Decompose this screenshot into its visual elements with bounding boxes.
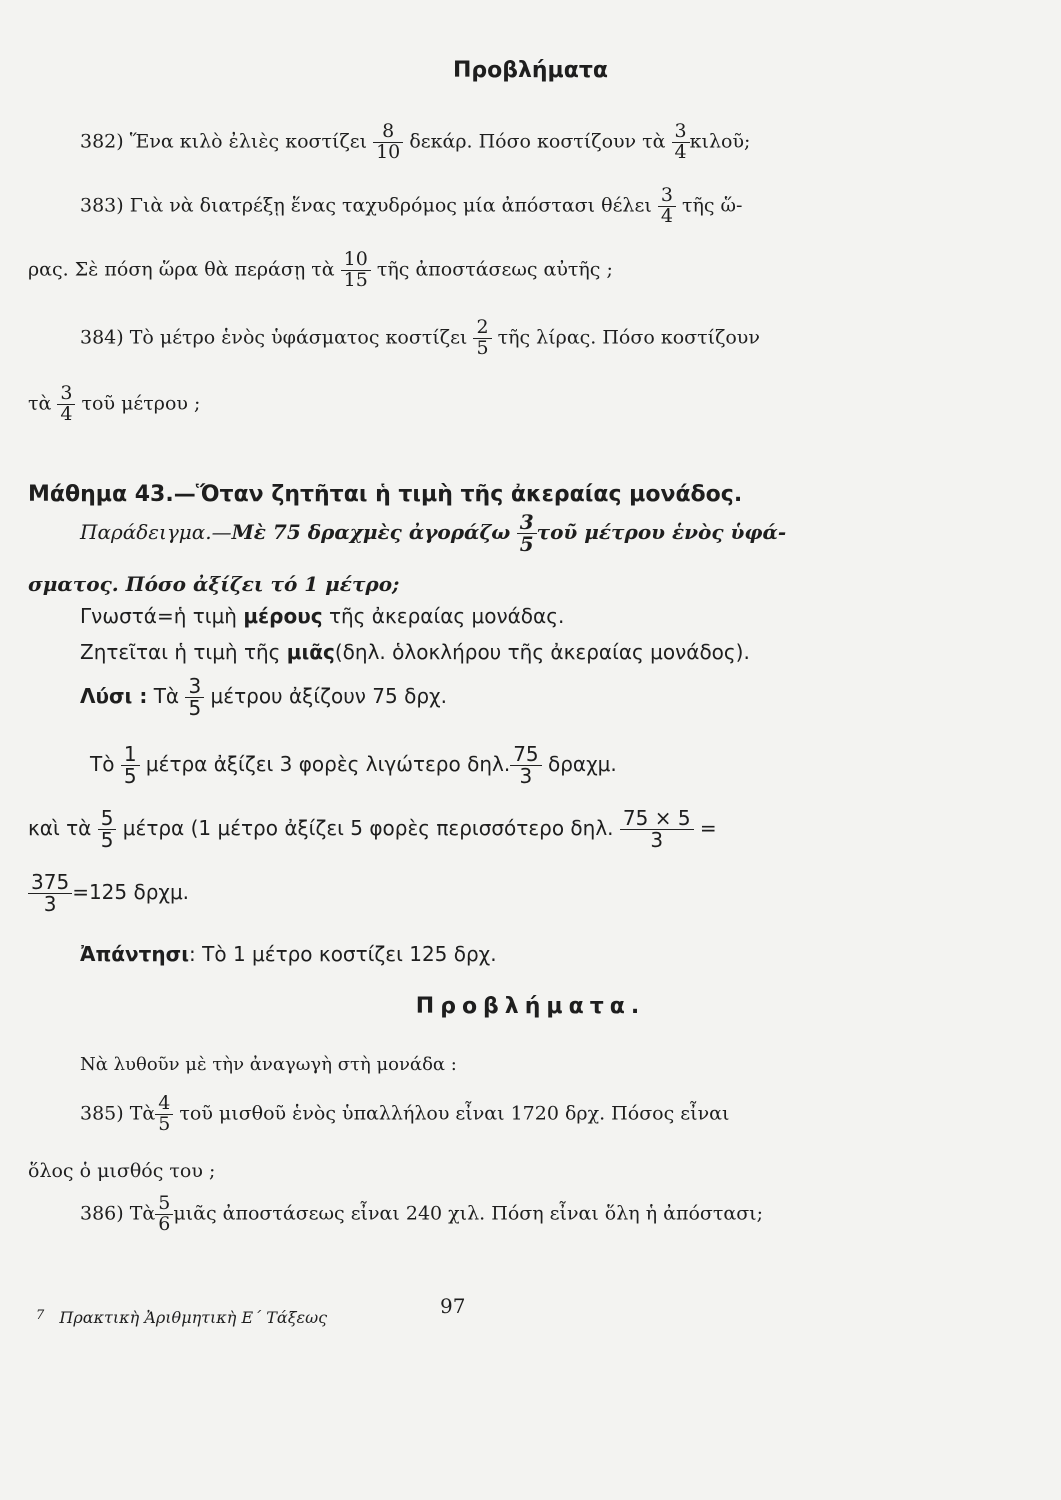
problem-383: 383) Γιὰ νὰ διατρέξῃ ἕνας ταχυδρόμος μία ἀπόστασι θέλει $\frac{3}{4}$ τῆς ὥ- xyxy=(80,184,743,227)
problem-386: 386) Τὰ $\frac{5}{6}$ μιᾶς ἀποστάσεως εἶναι 240 χιλ. Πόση εἶναι ὅλη ἡ ἀπόστασι; xyxy=(80,1192,764,1235)
solution-line: Λύσι : Τὰ $\frac{3}{5}$ μέτρου ἀξίζουν 75 δρχ. xyxy=(80,674,447,720)
step-1: Τὸ $\frac{1}{5}$ μέτρα ἀξίζει 3 φορὲς λιγώτερο δηλ. $\frac{75}{3}$ δραχμ. xyxy=(90,742,617,788)
fraction: $\frac{375}{3}$ xyxy=(28,872,72,915)
example-line2: σματος. Πόσο ἀξίζει τό 1 μέτρο; xyxy=(28,572,400,596)
problems-title: Προβλήματα. xyxy=(415,994,646,1019)
fraction: $\frac{2}{5}$ xyxy=(473,318,491,359)
fraction: $\frac{8}{10}$ xyxy=(373,122,403,163)
example: Παράδειγμα.—Μὲ 75 δραχμὲς ἀγοράζω $\frac{3}{5}$ τοῦ μέτρου ἑνὸς ὑφά- xyxy=(80,510,787,556)
fraction: $\frac{75 \times 5}{3}$ xyxy=(620,808,694,851)
sought-line: Ζητεῖται ἡ τιμὴ τῆς μιᾶς(δηλ. ὁλοκλήρου τῆς ἀκεραίας μονάδος). xyxy=(80,640,750,664)
sheet-number: 7 xyxy=(36,1308,45,1323)
fraction: $\frac{3}{4}$ xyxy=(57,384,75,425)
fraction: $\frac{10}{15}$ xyxy=(341,250,371,291)
lesson-heading: Μάθημα 43.—Ὅταν ζητῆται ἡ τιμὴ τῆς ἀκεραίας μονάδος. xyxy=(28,482,743,507)
fraction: $\frac{3}{5}$ xyxy=(517,512,537,555)
fraction: $\frac{5}{6}$ xyxy=(155,1194,173,1235)
problem-385-line2: ὅλος ὁ μισθός του ; xyxy=(28,1160,216,1182)
answer-line: Ἀπάντησι: Τὸ 1 μέτρο κοστίζει 125 δρχ. xyxy=(80,942,497,966)
known-line: Γνωστά=ἡ τιμὴ μέρους τῆς ἀκεραίας μονάδας. xyxy=(80,604,565,628)
fraction: $\frac{3}{4}$ xyxy=(672,122,690,163)
problem-384-line2: τὰ $\frac{3}{4}$ τοῦ μέτρου ; xyxy=(28,382,201,425)
step-3: $\frac{375}{3}$ =125 δρχμ. xyxy=(28,872,189,915)
page-title: Προβλήματα xyxy=(452,58,609,83)
footer xyxy=(36,1308,327,1327)
fraction: $\frac{3}{5}$ xyxy=(185,676,204,719)
problem-382: 382) Ἕνα κιλὸ ἐλιὲς κοστίζει $\frac{8}{10}$ δεκάρ. Πόσο κοστίζουν τὰ $\frac{3}{4}$ κιλοῦ; xyxy=(80,120,751,163)
fraction: $\frac{1}{5}$ xyxy=(121,744,140,787)
fraction: $\frac{5}{5}$ xyxy=(98,808,117,851)
fraction: $\frac{3}{4}$ xyxy=(658,186,676,227)
problems-intro: Νὰ λυθοῦν μὲ τὴν ἀναγωγὴ στὴ μονάδα : xyxy=(80,1054,457,1075)
problem-385: 385) Τὰ $\frac{4}{5}$ τοῦ μισθοῦ ἑνὸς ὑπαλλήλου εἶναι 1720 δρχ. Πόσος εἶναι xyxy=(80,1092,730,1135)
page-number: 97 xyxy=(440,1294,466,1318)
step-2: καὶ τὰ $\frac{5}{5}$ μέτρα (1 μέτρο ἀξίζει 5 φορὲς περισσότερο δηλ. $\frac{75 \times 5}{3}$ = xyxy=(28,806,717,852)
problem-382-text: 382) Ἕνα κιλὸ ἐλιὲς κοστίζει xyxy=(80,130,368,153)
problem-384: 384) Τὸ μέτρο ἑνὸς ὑφάσματος κοστίζει $\frac{2}{5}$ τῆς λίρας. Πόσο κοστίζουν xyxy=(80,316,760,359)
problem-383-line2: ρας. Σὲ πόση ὥρα θὰ περάσῃ τὰ $\frac{10}{15}$ τῆς ἀποστάσεως αὐτῆς ; xyxy=(28,248,613,291)
fraction: $\frac{4}{5}$ xyxy=(155,1094,173,1135)
footer-title: Πρακτικὴ Ἀριθμητικὴ Ε΄ Τάξεως xyxy=(59,1308,328,1327)
fraction: $\frac{75}{3}$ xyxy=(510,744,541,787)
